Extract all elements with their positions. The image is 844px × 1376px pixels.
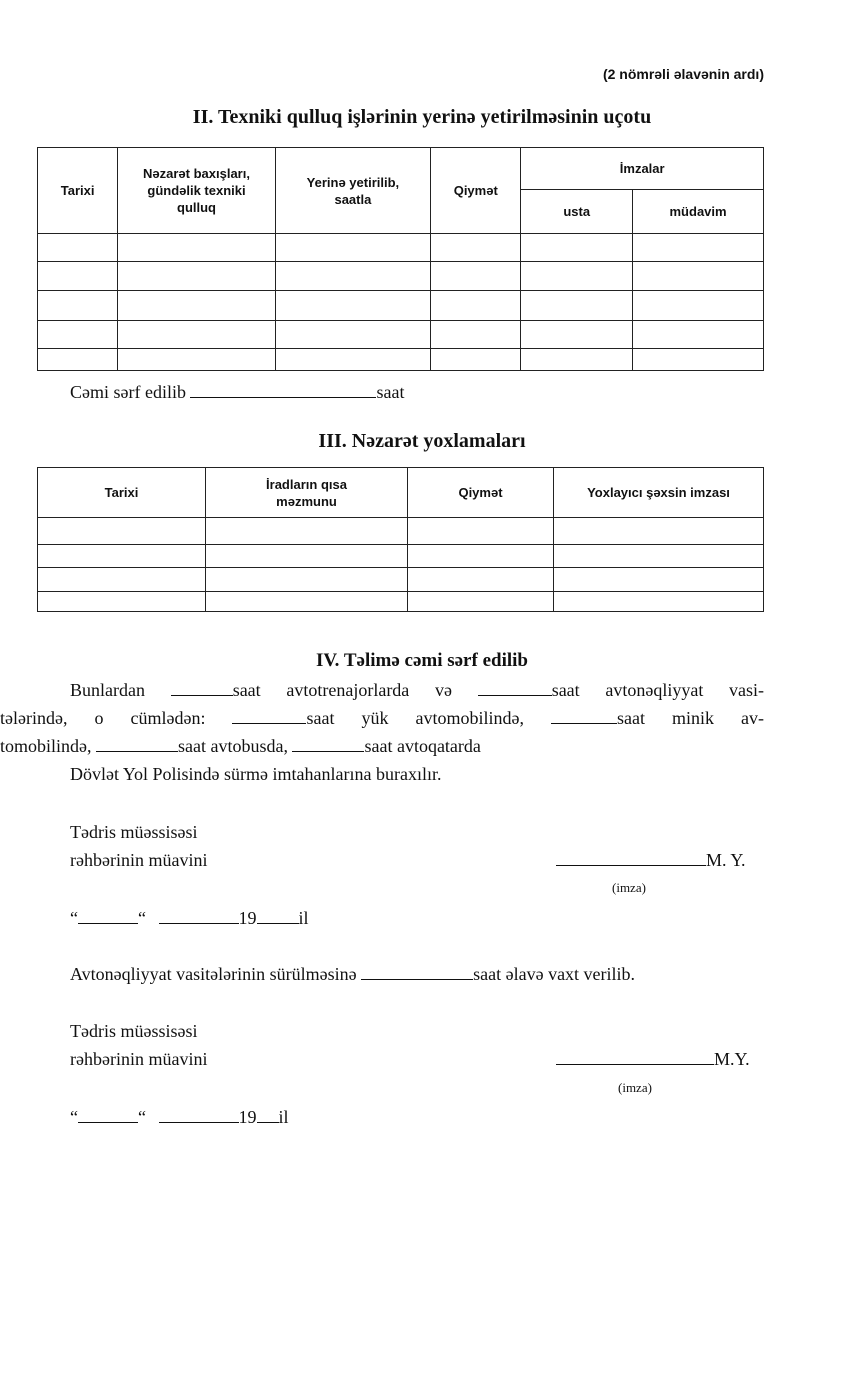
table-row: [38, 518, 764, 545]
section-3-title: III. Nəzarət yoxlamaları: [318, 430, 526, 452]
col-grade-header: Qiymət: [431, 148, 521, 234]
table-row: [38, 262, 764, 291]
table-row: [38, 234, 764, 262]
section-2-title: II. Texniki qulluq işlərinin yerinə yetirilməsinin uçotu: [192, 106, 652, 128]
signature-line-1: M. Y.: [556, 846, 746, 874]
col-inspector-signature-header: Yoxlayıcı şəxsin imzası: [554, 468, 764, 518]
truck-trailer-hours-field[interactable]: [292, 733, 364, 752]
col-remarks-header: İradların qısa məzmunu: [206, 468, 408, 518]
vehicle-hours-field[interactable]: [478, 677, 552, 696]
col-master-header: usta: [521, 190, 633, 234]
table-row: [38, 291, 764, 321]
deputy-head-role-1: Tədris müəssisəsi rəhbərinin müavini: [70, 822, 208, 870]
signature-field-2[interactable]: [556, 1046, 714, 1065]
extra-time-hours-field[interactable]: [361, 961, 473, 980]
appendix-continuation-note: (2 nömrəli əlavənin ardı): [602, 66, 764, 82]
date-year-field-2[interactable]: [257, 1104, 279, 1123]
signature-line-2: M.Y.: [556, 1045, 750, 1073]
date-month-field-2[interactable]: [159, 1104, 239, 1123]
section-4-title: IV. Təlimə cəmi sərf edilib: [316, 650, 528, 671]
extra-time-line: Avtonəqliyyat vasitələrinin sürülməsinə saat əlavə vaxt verilib.: [70, 960, 635, 988]
col-trainee-header: müdavim: [633, 190, 764, 234]
signature-caption-1: (imza): [612, 880, 646, 895]
signature-field-1[interactable]: [556, 847, 706, 866]
total-hours-field[interactable]: [190, 379, 376, 398]
col-date-header: Tarixi: [38, 148, 118, 234]
exam-admission-text: Dövlət Yol Polisində sürmə imtahanlarına buraxılır.: [70, 764, 442, 784]
date-year-field-1[interactable]: [257, 905, 299, 924]
date-day-field-2[interactable]: [78, 1104, 138, 1123]
control-inspections-table: [37, 467, 764, 612]
table-row: [38, 545, 764, 568]
simulator-hours-field[interactable]: [171, 677, 233, 696]
car-hours-field[interactable]: [551, 705, 617, 724]
table-row: [38, 568, 764, 592]
col-date-header: Tarixi: [38, 468, 206, 518]
date-line-2: “ “ 19 il: [70, 1103, 289, 1131]
truck-hours-field[interactable]: [232, 705, 306, 724]
col-signatures-header: İmzalar: [521, 148, 764, 190]
date-line-1: “ “ 19 il: [70, 904, 309, 932]
bus-hours-field[interactable]: [96, 733, 178, 752]
table-row: [38, 349, 764, 371]
date-day-field-1[interactable]: [78, 905, 138, 924]
total-hours-line: Cəmi sərf edilib saat: [70, 378, 404, 406]
training-hours-paragraph: Bunlardan saat avtotrenajorlarda və saat avtonəqliyyat vasi- tələrində, o cümlədən: saat yük avtomobilində, saat minik av- tomobilində, saat avtobusda, saat avtoqatarda Dövlət Yol Polisində sürmə imtahanlarına buraxılır.: [70, 676, 764, 788]
deputy-head-role-2: Tədris müəssisəsi rəhbərinin müavini: [70, 1021, 208, 1069]
col-grade-header: Qiymət: [408, 468, 554, 518]
maintenance-records-table: [37, 147, 764, 371]
col-performed-hours-header: Yerinə yetirilib, saatla: [275, 148, 430, 234]
col-inspections-header: Nəzarət baxışları, gündəlik texniki qulluq: [118, 148, 275, 234]
date-month-field-1[interactable]: [159, 905, 239, 924]
table-row: [38, 592, 764, 612]
signature-caption-2: (imza): [618, 1080, 652, 1095]
table-row: [38, 321, 764, 349]
